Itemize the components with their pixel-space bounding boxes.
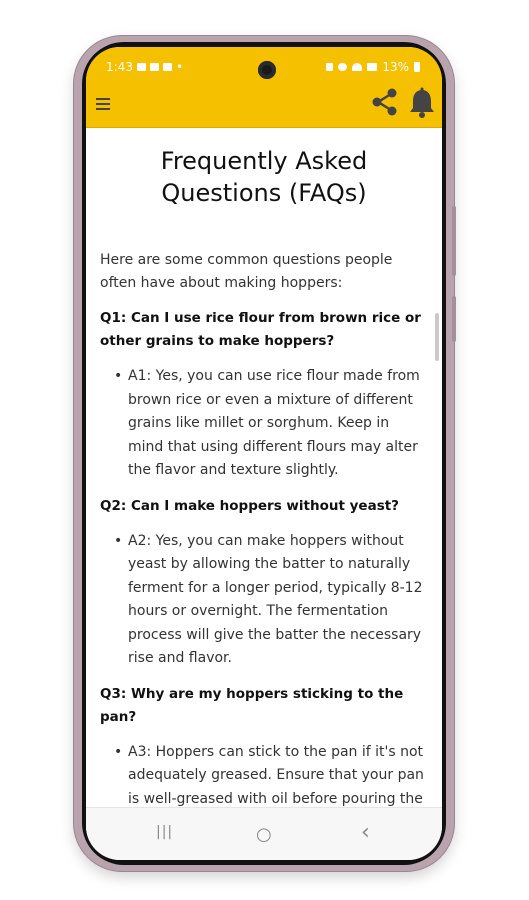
lock-icon (326, 63, 333, 71)
share-icon[interactable] (370, 87, 400, 117)
intro-text: Here are some common questions people often have about making hoppers: (100, 252, 393, 291)
bullet-icon: • (114, 532, 123, 549)
signal-icon (367, 63, 377, 71)
faq-question-3: Q3: Why are my hoppers sticking to the pan? (100, 685, 404, 725)
back-button[interactable]: ‹ (361, 820, 370, 845)
system-nav-bar (86, 807, 442, 860)
faq-answer-text: A1: Yes, you can use rice flour made from brown rice or even a mixture of different grains like millet or sorghum. Keep in mind that using different flours may alter the flavor and texture slightly. (128, 368, 420, 478)
scrollbar[interactable] (435, 313, 439, 361)
more-notifications-dot-icon: • (175, 60, 184, 74)
faq-content[interactable] (86, 127, 442, 807)
bullet-icon: • (114, 368, 123, 384)
faq-answer-1 (114, 365, 428, 483)
home-button[interactable]: ○ (256, 824, 272, 845)
faq-answer-3 (114, 741, 428, 808)
notification-bell-icon[interactable] (408, 87, 436, 119)
faq-answer-text: A3: Hoppers can stick to the pan if it's not adequately greased. Ensure that your pan is well-greased with oil before pouring the (128, 743, 424, 807)
recents-button[interactable]: ||| (156, 824, 174, 840)
hamburger-menu-icon[interactable] (96, 98, 110, 110)
wifi-icon (352, 63, 362, 71)
phone-bezel (82, 42, 446, 865)
page-title: Frequently Asked Questions (FAQs) (160, 147, 368, 207)
faq-question-2: Q2: Can I make hoppers without yeast? (100, 497, 400, 514)
screen (86, 47, 442, 860)
bullet-icon: • (114, 743, 123, 760)
app-notification-icon (163, 63, 172, 71)
volume-button (452, 206, 456, 276)
faq-answer-text: A2: Yes, you can make hoppers without yeast by allowing the batter to naturally ferment for a longer period, typically 8-12 hours or overnight. The fermentation process will give the batter the necessary rise and flavor. (128, 532, 423, 666)
faq-question-1: Q1: Can I use rice flour from brown rice or other grains to make hoppers? (100, 310, 421, 349)
front-camera (258, 61, 276, 79)
alarm-icon (338, 63, 347, 71)
power-button (452, 296, 456, 342)
faq-answer-2 (114, 530, 428, 671)
phone-frame (74, 36, 454, 871)
status-time: 1:43 (106, 60, 133, 74)
app-bar (86, 83, 442, 128)
battery-percent: 13% (382, 60, 409, 74)
battery-icon (414, 62, 420, 72)
message-notification-icon (150, 63, 159, 71)
gallery-notification-icon (137, 63, 146, 71)
